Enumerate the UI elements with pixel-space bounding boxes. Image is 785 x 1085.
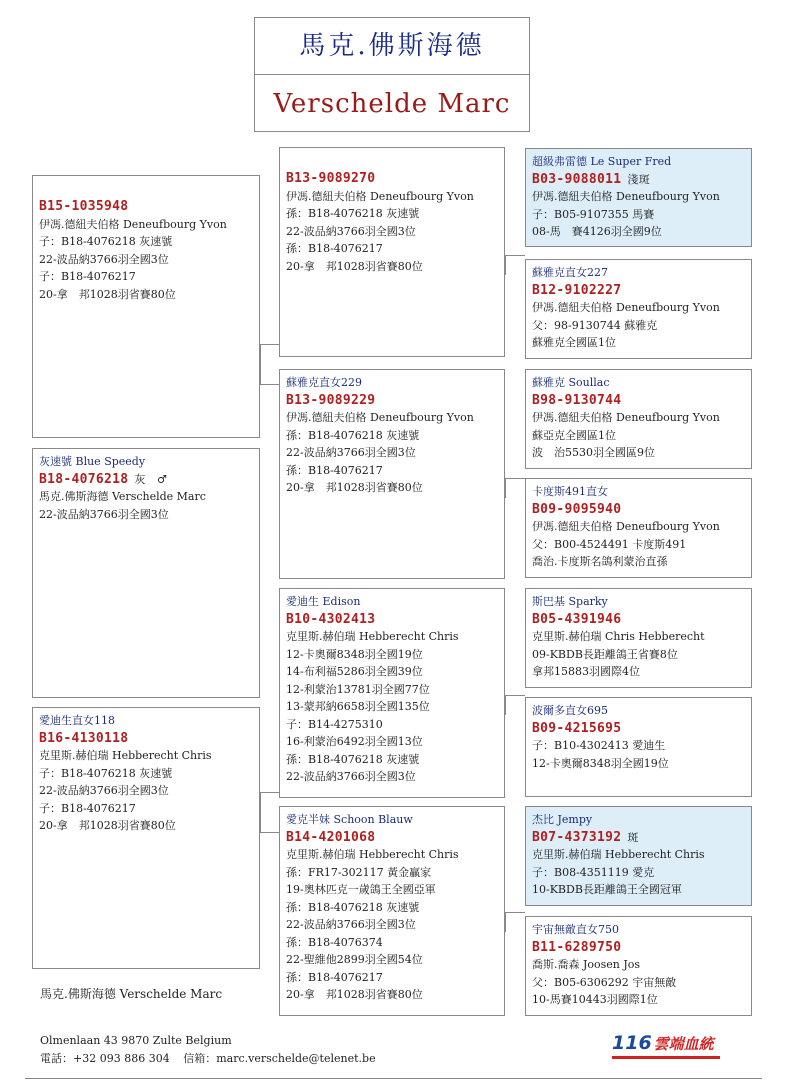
ring-number: B10-4302413 (286, 611, 376, 627)
pedigree-box-sss (525, 148, 752, 247)
info-line: 12-利蒙治13781羽全國77位 (286, 682, 430, 696)
info-line: 伊馮.德紐夫伯格 Deneufbourg Yvon (532, 520, 720, 533)
connector-sire-branch (260, 344, 280, 345)
info-line: 孫：B18-4076217 (286, 463, 383, 477)
info-line: 孫：B18-4076218 灰速號 (286, 428, 420, 442)
info-line: 蘇亞克全國區1位 (532, 428, 616, 442)
pedigree-box-sire-dam (279, 369, 505, 579)
ring-number: B16-4130118 (39, 730, 129, 746)
connector-ss (505, 255, 525, 256)
info-line: 孫：B18-4076217 (286, 242, 383, 255)
info-line: 伊馮.德紐夫伯格 Deneufbourg Yvon (286, 411, 474, 424)
info-line: 馬克.佛斯海德 Verschelde Marc (39, 490, 206, 503)
pigeon-name: 波爾多直女695 (532, 704, 608, 717)
info-line: 伊馮.德紐夫伯格 Deneufbourg Yvon (39, 217, 227, 231)
ring-number: B09-9095940 (532, 501, 622, 517)
pedigree-box-ssd (525, 259, 752, 359)
ring-number: B07-4373192 斑 (532, 829, 639, 845)
info-line: 孫：B18-4076218 灰速號 (286, 752, 420, 766)
connector-sire-sd (260, 384, 280, 385)
info-line: 波 治5530羽全國區9位 (532, 446, 655, 459)
info-line: 克里斯.赫伯瑞 Hebberecht Chris (286, 848, 459, 861)
phone-number: +32 093 886 304 (73, 1052, 170, 1065)
logo-number: 116 (612, 1032, 652, 1054)
ring-number: B11-6289750 (532, 939, 622, 955)
ring-number: B15-1035948 (39, 199, 129, 214)
info-line: 22-波品納3766羽全國3位 (39, 507, 169, 521)
info-line: 伊馮.德紐夫伯格 Deneufbourg Yvon (532, 190, 720, 203)
info-line: 16-利蒙治6492羽全國13位 (286, 735, 423, 748)
pedigree-box-sire (32, 175, 260, 438)
info-line: 伊馮.德紐夫伯格 Deneufbourg Yvon (532, 301, 720, 314)
pedigree-box-subject (32, 448, 260, 698)
ring-number: B13-9089270 (286, 171, 376, 186)
pedigree-box-dsd (525, 697, 752, 797)
info-line: 孫：B18-4076218 灰速號 (286, 900, 420, 914)
info-line: 克里斯.赫伯瑞 Hebberecht Chris (532, 848, 705, 861)
connector-dam-dd (260, 832, 280, 833)
ring-number: B09-4215695 (532, 720, 622, 736)
info-line: 14-布利福5286羽全國39位 (286, 665, 423, 678)
info-line: 孫：FR17-302117 黃金贏家 (286, 865, 432, 879)
info-line: 父：98-9130744 蘇雅克 (532, 318, 658, 332)
info-line: 克里斯.赫伯瑞 Hebberecht Chris (39, 749, 212, 762)
pigeon-name: 斯巴基 Sparky (532, 595, 608, 608)
title-box (254, 17, 530, 132)
info-line: 13-蒙邦納6658羽全國135位 (286, 700, 430, 713)
connector-dam-branch (260, 792, 280, 793)
info-line: 22-聖維他2899羽全國54位 (286, 953, 423, 966)
info-line: 22-波品納3766羽全國3位 (39, 252, 169, 266)
email-address[interactable]: marc.verschelde@telenet.be (216, 1052, 376, 1065)
connector-dd-vertical (505, 912, 506, 932)
pedigree-box-ddd (525, 916, 752, 1016)
address: Olmenlaan 43 9870 Zulte Belgium (40, 1034, 232, 1047)
pigeon-name: 蘇雅克直女227 (532, 266, 608, 279)
info-line: 10-KBDB長距離鴿王全國冠軍 (532, 883, 682, 896)
info-line: 20-拿 邦1028羽省賽80位 (286, 481, 423, 494)
info-line: 10-馬賽10443羽國際1位 (532, 993, 658, 1006)
contact-line (40, 1050, 376, 1068)
info-line: 子：B18-4076218 灰速號 (39, 235, 173, 248)
info-line: 父：B05-6306292 宇宙無敵 (532, 975, 677, 989)
info-line: 09-KBDB長距離鴿王省賽8位 (532, 647, 678, 661)
pedigree-box-dss (525, 588, 752, 688)
pedigree-box-sdd (525, 478, 752, 578)
bottom-divider (25, 1078, 762, 1079)
info-line: 子：B14-4275310 (286, 717, 383, 731)
info-line: 子：B18-4076217 (39, 801, 136, 815)
info-line: 22-波品納3766羽全國3位 (286, 224, 416, 238)
ring-number: B14-4201068 (286, 829, 376, 845)
phone-label: 電話： (40, 1052, 73, 1065)
logo-underline (612, 1056, 720, 1059)
info-line: 12-卡奧爾8348羽全國19位 (286, 647, 423, 661)
pedigree-box-sds (525, 369, 752, 469)
info-line: 伊馮.德紐夫伯格 Deneufbourg Yvon (532, 411, 720, 424)
info-line: 克里斯.赫伯瑞 Hebberecht Chris (286, 630, 459, 643)
pigeon-name: 宇宙無敵直女750 (532, 923, 619, 936)
pigeon-name: 卡度斯491直女 (532, 485, 608, 498)
info-line: 子：B18-4076217 (39, 270, 136, 283)
info-line: 22-波品納3766羽全國3位 (286, 918, 416, 931)
pigeon-name: 灰速號 Blue Speedy (39, 455, 146, 468)
title-chinese: 馬克.佛斯海德 (255, 18, 529, 75)
info-line: 喬治.卡度斯名鴿利蒙治直孫 (532, 555, 668, 568)
info-line: 伊馮.德紐夫伯格 Deneufbourg Yvon (286, 189, 474, 203)
pigeon-name: 愛迪生直女118 (39, 714, 115, 727)
pedigree-box-dds (525, 806, 752, 906)
ring-number: B03-9088011 淺斑 (532, 171, 651, 187)
info-line: 12-卡奧爾8348羽全國19位 (532, 756, 669, 770)
connector-ds (505, 695, 525, 696)
info-line: 子：B18-4076218 灰速號 (39, 766, 173, 780)
logo-text: 雲端血統 (653, 1035, 714, 1053)
ring-number: B12-9102227 (532, 282, 622, 298)
info-line: 20-拿 邦1028羽省賽80位 (39, 819, 176, 832)
connector-sd (505, 478, 525, 479)
info-line: 父：B00-4524491 卡度斯491 (532, 537, 687, 551)
info-line: 20-拿 邦1028羽省賽80位 (286, 259, 423, 273)
ring-number: B13-9089229 (286, 392, 376, 408)
connector-sire-vertical (260, 344, 261, 384)
info-line: 22-波品納3766羽全國3位 (39, 784, 169, 797)
connector-ds-vertical (505, 695, 506, 715)
color-tag: 淺斑 (627, 172, 651, 186)
pigeon-name: 愛迪生 Edison (286, 595, 361, 608)
info-line: 喬斯.喬森 Joosen Jos (532, 958, 641, 971)
info-line: 克里斯.赫伯瑞 Chris Hebberecht (532, 630, 705, 643)
info-line: 20-拿 邦1028羽省賽80位 (286, 988, 423, 1001)
info-line: 子：B10-4302413 愛迪生 (532, 739, 666, 752)
info-line: 20-拿 邦1028羽省賽80位 (39, 287, 176, 301)
pigeon-name: 蘇雅克 Soullac (532, 376, 610, 389)
connector-ss-vertical (505, 255, 506, 275)
info-line: 孫：B18-4076218 灰速號 (286, 207, 420, 220)
pigeon-name: 超級弗雷德 Le Super Fred (532, 155, 672, 168)
info-line: 22-波品納3766羽全國3位 (286, 770, 416, 783)
footer-contact (40, 1032, 376, 1068)
pedigree-box-dam (32, 707, 260, 969)
ring-number: B18-4076218 灰 ♂ (39, 471, 168, 487)
pigeon-name: 杰比 Jempy (532, 813, 593, 826)
ring-number: B98-9130744 (532, 392, 622, 408)
color-sex-tag: 灰 ♂ (134, 472, 168, 486)
email-label: 信箱： (183, 1052, 217, 1065)
pedigree-box-dam-dam (279, 806, 505, 1016)
pedigree-box-dam-sire (279, 588, 505, 798)
owner-name: 馬克.佛斯海德 Verschelde Marc (40, 987, 223, 1001)
color-tag: 斑 (627, 830, 639, 844)
connector-dd (505, 912, 525, 913)
title-english: Verschelde Marc (273, 89, 511, 119)
ring-number: B05-4391946 (532, 611, 622, 627)
info-line: 蘇雅克全國區1位 (532, 336, 616, 349)
pigeon-name: 愛克半妹 Schoon Blauw (286, 813, 413, 826)
info-line: 孫：B18-4076217 (286, 970, 383, 984)
brand-logo (612, 1032, 714, 1054)
info-line: 拿邦15883羽國際4位 (532, 665, 640, 678)
connector-sd-vertical (505, 478, 506, 498)
info-line: 子：B08-4351119 愛克 (532, 865, 655, 879)
info-line: 08-馬 賽4126羽全國9位 (532, 225, 662, 238)
info-line: 子：B05-9107355 馬賽 (532, 207, 655, 221)
pigeon-name: 蘇雅克直女229 (286, 376, 362, 389)
pedigree-box-sire-sire (279, 147, 505, 357)
info-line: 孫：B18-4076374 (286, 935, 383, 949)
connector-dam-vertical (260, 792, 261, 832)
info-line: 19-奧林匹克一歲鴿王全國亞軍 (286, 883, 436, 896)
info-line: 22-波品納3766羽全國3位 (286, 446, 416, 459)
